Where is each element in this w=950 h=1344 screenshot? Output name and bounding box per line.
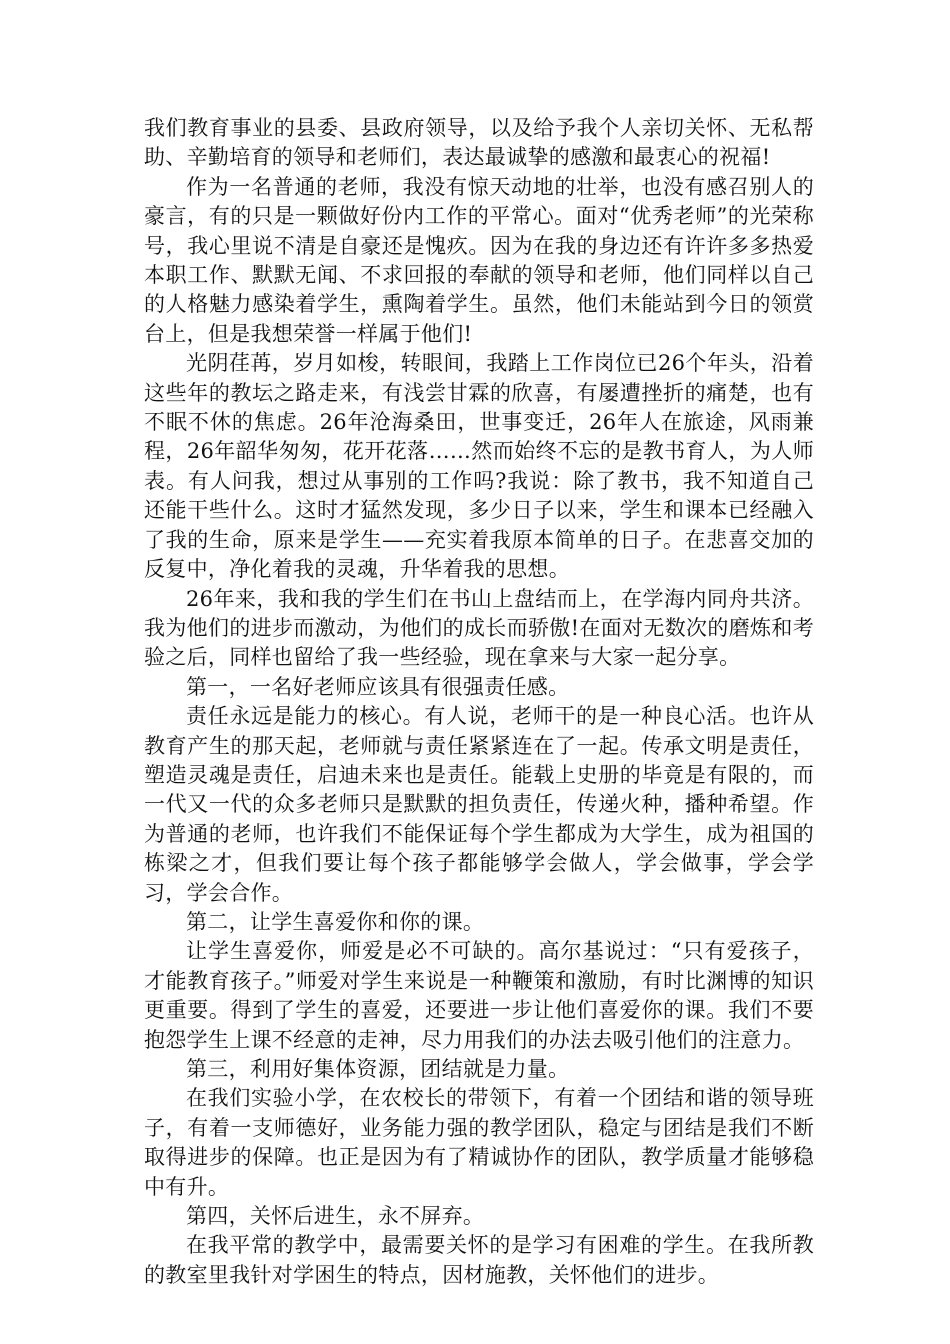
paragraph-4: 26年来，我和我的学生们在书山上盘结而上，在学海内同舟共济。我为他们的进步而激动，为他们的成长而骄傲!在面对无数次的磨炼和考验之后，同样也留给了我一些经验，现在拿来与大家一起分享。: [144, 586, 814, 670]
paragraph-2: 作为一名普通的老师，我没有惊天动地的壮举，也没有感召别人的豪言，有的只是一颗做好份内工作的平常心。面对“优秀老师”的光荣称号，我心里说不清是自豪还是愧疚。因为在我的身边还有许许多多热爱本职工作、默默无闻、不求回报的奉献的领导和老师，他们同样以自己的人格魅力感染着学生，熏陶着学生。虽然，他们未能站到今日的领赏台上，但是我想荣誉一样属于他们!: [144, 174, 814, 346]
section-heading-1: 第一，一名好老师应该具有很强责任感。: [186, 674, 570, 699]
paragraph-5: 责任永远是能力的核心。有人说，老师干的是一种良心活。也许从教育产生的那天起，老师就与责任紧紧连在了一起。传承文明是责任，塑造灵魂是责任，启迪未来也是责任。能载上史册的毕竟是有限的，而一代又一代的众多老师只是默默的担负责任，传递火种，播种希望。作为普通的老师，也许我们不能保证每个学生都成为大学生，成为祖国的栋梁之才，但我们要让每个孩子都能够学会做人，学会做事，学会学习，学会合作。: [144, 704, 814, 905]
paragraph-1: 我们教育事业的县委、县政府领导，以及给予我个人亲切关怀、无私帮助、辛勤培育的领导和老师们，表达最诚挚的感激和最衷心的祝福!: [144, 116, 814, 170]
paragraph-3: 光阴荏苒，岁月如梭，转眼间，我踏上工作岗位已26个年头，沿着这些年的教坛之路走来，有浅尝甘霖的欣喜，有屡遭挫折的痛楚，也有不眠不休的焦虑。26年沧海桑田，世事变迁，26年人在旅途，风雨兼程，26年韶华匆匆，花开花落……然而始终不忘的是教书育人，为人师表。有人问我，想过从事别的工作吗?我说：除了教书，我不知道自己还能干些什么。这时才猛然发现，多少日子以来，学生和课本已经融入了我的生命，原来是学生——充实着我原本简单的日子。在悲喜交加的反复中，净化着我的灵魂，升华着我的思想。: [144, 351, 814, 582]
section-heading-4: 第四，关怀后进生，永不屏弃。: [186, 1204, 485, 1229]
section-heading-2: 第二，让学生喜爱你和你的课。: [186, 909, 485, 934]
paragraph-8: 在我平常的教学中，最需要关怀的是学习有困难的学生。在我所教的教室里我针对学困生的特点，因材施教，关怀他们的进步。: [144, 1233, 814, 1287]
section-heading-3: 第三，利用好集体资源，团结就是力量。: [186, 1057, 570, 1081]
paragraph-6: 让学生喜爱你，师爱是必不可缺的。高尔基说过：“只有爱孩子，才能教育孩子。”师爱对学生来说是一种鞭策和激励，有时比渊博的知识更重要。得到了学生的喜爱，还要进一步让他们喜爱你的课。我们不要抱怨学生上课不经意的走神，尽力用我们的办法去吸引他们的注意力。: [144, 939, 814, 1052]
document-page: [144, 114, 814, 1290]
paragraph-7: 在我们实验小学，在农校长的带领下，有着一个团结和谐的领导班子，有着一支师德好，业务能力强的教学团队，稳定与团结是我们不断取得进步的保障。也正是因为有了精诚协作的团队，教学质量才能够稳中有升。: [144, 1086, 814, 1199]
